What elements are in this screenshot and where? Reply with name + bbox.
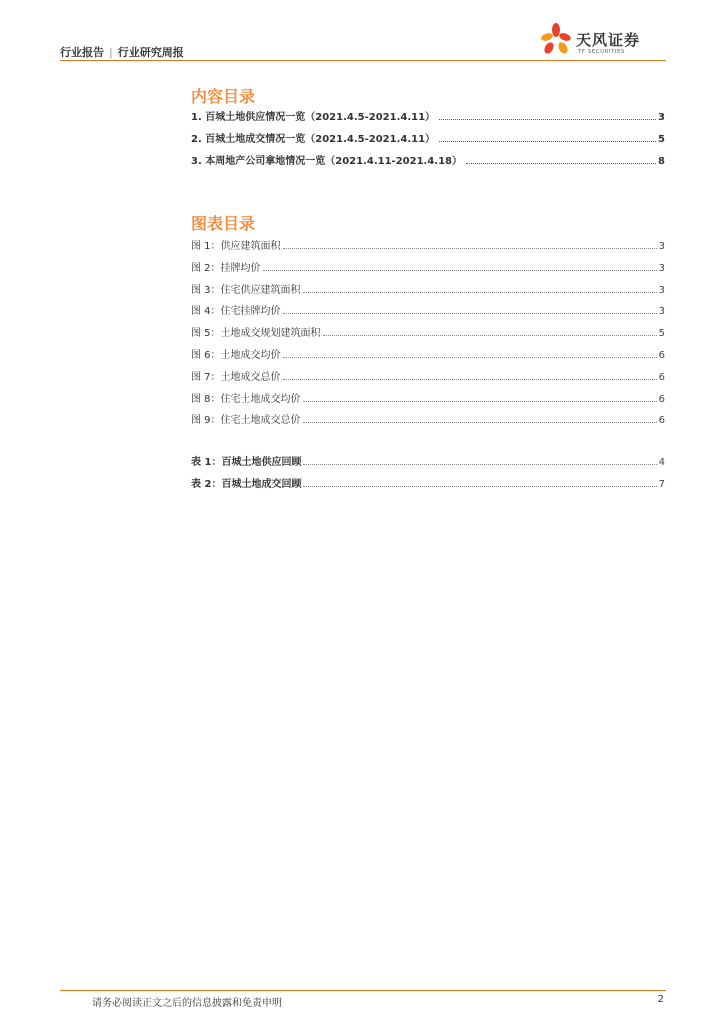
figure-item-page: 3 — [658, 241, 665, 252]
figure-item[interactable] — [191, 411, 665, 433]
toc-item[interactable] — [191, 130, 665, 152]
leader-dots — [283, 357, 657, 358]
figure-item-label: 图 7：土地成交总价 — [191, 371, 281, 383]
toc-item[interactable] — [191, 108, 665, 130]
toc-item-label: 3. 本周地产公司拿地情况一览（2021.4.11-2021.4.18） — [191, 156, 462, 167]
figure-item-page: 5 — [658, 328, 665, 340]
leader-dots — [303, 422, 657, 423]
logo-flower-icon — [536, 20, 576, 60]
leader-dots — [283, 313, 657, 314]
table-item-label: 表 2：百城土地成交回顾 — [191, 478, 302, 490]
figures-list — [191, 237, 665, 433]
toc-item-page: 8 — [658, 156, 665, 167]
figure-item[interactable] — [191, 368, 665, 390]
table-item-page: 4 — [658, 457, 665, 468]
toc-item-label: 1. 百城土地供应情况一览（2021.4.5-2021.4.11） — [191, 112, 436, 123]
figure-item-label: 图 5：土地成交规划建筑面积 — [191, 328, 321, 340]
figure-item[interactable] — [191, 302, 665, 324]
footer-disclaimer: 请务必阅读正文之后的信息披露和免责申明 — [92, 998, 282, 1009]
leader-dots — [466, 163, 656, 164]
toc-item-label: 2. 百城土地成交情况一览（2021.4.5-2021.4.11） — [191, 134, 436, 145]
table-item[interactable] — [191, 475, 665, 497]
figure-item-label: 图 3：住宅供应建筑面积 — [191, 284, 301, 296]
header-subcategory: 行业研究周报 — [117, 46, 184, 59]
leader-dots — [439, 119, 656, 120]
figure-item-page: 6 — [658, 415, 665, 427]
figure-item[interactable] — [191, 237, 665, 259]
table-item-page: 7 — [658, 478, 665, 490]
leader-dots — [303, 464, 656, 465]
figure-item-label: 图 4：住宅挂牌均价 — [191, 306, 281, 318]
leader-dots — [303, 401, 657, 402]
leader-dots — [283, 379, 657, 380]
leader-dots — [439, 141, 656, 142]
footer-divider — [60, 990, 666, 991]
toc-item-page: 3 — [658, 112, 665, 123]
figure-item-label: 图 1：供应建筑面积 — [191, 241, 281, 252]
figure-item[interactable] — [191, 281, 665, 303]
logo-text-cn: 天风证券 — [576, 31, 641, 49]
header-divider — [60, 60, 666, 61]
table-item-label: 表 1：百城土地供应回顾 — [191, 457, 302, 468]
figure-item-label: 图 8：住宅土地成交均价 — [191, 393, 301, 405]
leader-dots — [303, 486, 656, 487]
figure-item-label: 图 9：住宅土地成交总价 — [191, 415, 301, 427]
toc-list — [191, 108, 665, 174]
figure-item-label: 图 6：土地成交均价 — [191, 349, 281, 361]
figure-item[interactable] — [191, 390, 665, 412]
figure-item-page: 3 — [658, 284, 665, 296]
figure-item-page: 6 — [658, 349, 665, 361]
toc-item-page: 5 — [658, 134, 665, 145]
figure-item[interactable] — [191, 346, 665, 368]
figure-item-page: 3 — [658, 262, 665, 274]
figure-item[interactable] — [191, 259, 665, 281]
page-number: 2 — [657, 994, 664, 1005]
figure-item-page: 3 — [658, 306, 665, 318]
tables-list — [191, 453, 665, 497]
figure-item-label: 图 2：挂牌均价 — [191, 262, 261, 274]
header-separator: | — [109, 46, 113, 59]
figure-item-page: 6 — [658, 393, 665, 405]
toc-item[interactable] — [191, 152, 665, 174]
leader-dots — [263, 270, 657, 271]
header-category: 行业报告 — [60, 46, 104, 59]
leader-dots — [323, 335, 657, 336]
figure-item-page: 6 — [658, 371, 665, 383]
leader-dots — [303, 292, 657, 293]
company-logo — [536, 20, 666, 60]
figure-item[interactable] — [191, 324, 665, 346]
header-breadcrumb — [60, 44, 184, 60]
table-item[interactable] — [191, 453, 665, 475]
figures-title: 图表目录 — [191, 214, 256, 233]
leader-dots — [283, 248, 657, 249]
logo-text-en: TF SECURITIES — [578, 49, 625, 55]
toc-title: 内容目录 — [191, 87, 256, 106]
